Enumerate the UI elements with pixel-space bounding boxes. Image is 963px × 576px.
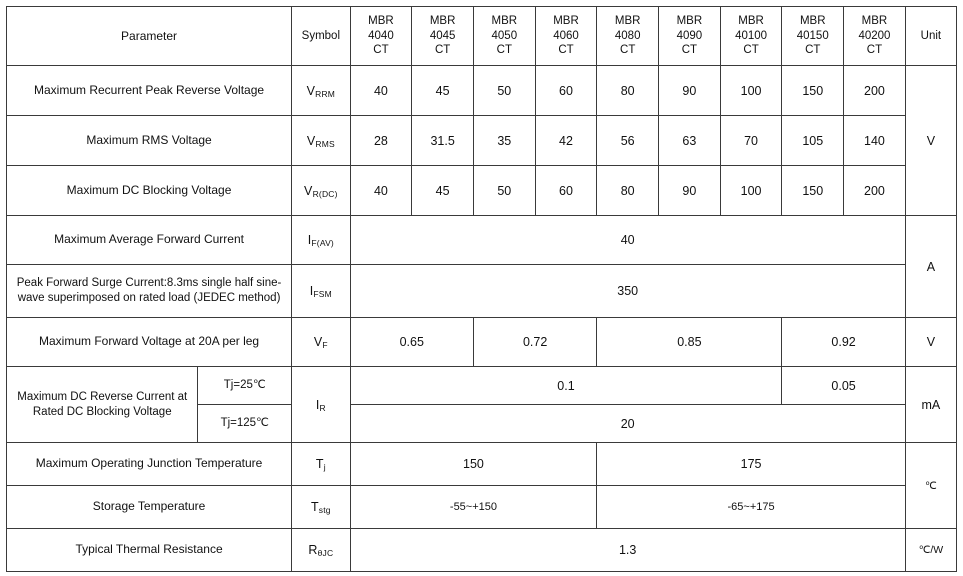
part-line3: CT	[620, 44, 636, 57]
cell-ir25-group2: 0.05	[782, 367, 905, 405]
part-line1: MBR	[429, 15, 456, 28]
cell-vrdc-4040: 40	[350, 166, 412, 216]
symbol-base: T	[315, 457, 324, 471]
cell-vrms-4090: 63	[659, 116, 721, 166]
part-line2: 4050	[491, 29, 518, 42]
table-row-tstg	[7, 486, 957, 529]
row-label-vrrm: Maximum Recurrent Peak Reverse Voltage	[7, 66, 292, 116]
symbol-sub: RRM	[315, 88, 336, 99]
part-line3: CT	[681, 44, 698, 57]
symbol-sub: j	[323, 462, 326, 472]
row-symbol-vrdc	[292, 166, 351, 216]
table-row-tj	[7, 443, 957, 486]
table-row-vrrm	[7, 66, 957, 116]
row-label-tstg: Storage Temperature	[7, 486, 292, 529]
part-line2: 40150	[796, 29, 829, 42]
symbol-base: T	[310, 500, 319, 514]
row-label-tj: Maximum Operating Junction Temperature	[7, 443, 292, 486]
row-symbol-ifav	[292, 216, 351, 265]
row-symbol-ir	[292, 367, 351, 443]
table-row-ir-25c	[7, 367, 957, 405]
cell-ir25-group1: 0.1	[350, 367, 782, 405]
cell-vf-group2: 0.72	[473, 318, 596, 367]
symbol-sub: θJC	[317, 548, 334, 558]
symbol-base: V	[313, 335, 323, 349]
cell-vrdc-40100: 100	[720, 166, 782, 216]
cell-vrms-4060: 42	[535, 116, 597, 166]
cell-tstg-group2: -65~+175	[597, 486, 905, 529]
cell-vrdc-4090: 90	[659, 166, 721, 216]
part-line1: MBR	[368, 15, 394, 28]
part-line3: CT	[496, 44, 512, 57]
cell-vrdc-4060: 60	[535, 166, 597, 216]
cell-vrms-40200: 140	[844, 116, 906, 166]
cell-vrrm-4045: 45	[412, 66, 474, 116]
table-row-vf	[7, 318, 957, 367]
part-line1: MBR	[861, 15, 888, 28]
part-line2: 4040	[368, 29, 394, 42]
symbol-base: R	[308, 543, 318, 557]
row-symbol-vrms	[292, 116, 351, 166]
symbol-base: I	[307, 233, 312, 247]
cell-tj-group1: 150	[350, 443, 597, 486]
cell-vrms-4080: 56	[597, 116, 659, 166]
unit-reverse-current: mA	[905, 367, 956, 443]
unit-temperature: ℃	[905, 443, 956, 529]
cell-vrdc-4045: 45	[412, 166, 474, 216]
cell-vf-group3: 0.85	[597, 318, 782, 367]
symbol-sub: RMS	[315, 138, 335, 149]
row-label-vrdc: Maximum DC Blocking Voltage	[7, 166, 292, 216]
table-row-ifav	[7, 216, 957, 265]
header-part-mbr40200ct	[844, 7, 906, 66]
cell-vrdc-40200: 200	[844, 166, 906, 216]
row-label-rthjc: Typical Thermal Resistance	[7, 529, 292, 572]
table-row-vrdc	[7, 166, 957, 216]
part-line2: 4080	[614, 29, 641, 42]
cell-vf-group4: 0.92	[782, 318, 905, 367]
cell-ir125-all: 20	[350, 405, 905, 443]
header-part-mbr4050ct	[473, 7, 535, 66]
part-line1: MBR	[553, 15, 579, 28]
cell-vrrm-4090: 90	[659, 66, 721, 116]
table-row-vrms	[7, 116, 957, 166]
header-symbol: Symbol	[292, 7, 351, 66]
row-symbol-tstg	[292, 486, 351, 529]
part-line3: CT	[805, 44, 821, 57]
datasheet-table-page	[0, 6, 963, 576]
cell-vrrm-40100: 100	[720, 66, 782, 116]
table-row-rthjc	[7, 529, 957, 572]
symbol-base: I	[309, 284, 314, 298]
row-label-ifav: Maximum Average Forward Current	[7, 216, 292, 265]
cell-vrrm-4080: 80	[597, 66, 659, 116]
header-part-mbr40150ct	[782, 7, 844, 66]
part-line2: 4045	[429, 29, 456, 42]
unit-thermal-resistance: ℃/W	[905, 529, 956, 572]
row-condition-tj125: Tj=125℃	[198, 405, 292, 443]
header-part-mbr4090ct	[659, 7, 721, 66]
cell-vrrm-40150: 150	[782, 66, 844, 116]
part-line3: CT	[558, 44, 574, 57]
part-line3: CT	[743, 44, 759, 57]
cell-vrdc-40150: 150	[782, 166, 844, 216]
part-line3: CT	[434, 44, 451, 57]
row-symbol-tj	[292, 443, 351, 486]
part-line3: CT	[373, 44, 389, 57]
cell-ifav-all: 40	[350, 216, 905, 265]
unit-forward-voltage: V	[905, 318, 956, 367]
symbol-sub: FSM	[313, 289, 332, 299]
symbol-base: V	[306, 133, 316, 148]
table-row-ifsm	[7, 265, 957, 318]
cell-tj-group2: 175	[597, 443, 905, 486]
cell-vrrm-4060: 60	[535, 66, 597, 116]
symbol-base: V	[306, 83, 316, 98]
electrical-characteristics-table	[6, 6, 957, 572]
header-part-mbr4060ct	[535, 7, 597, 66]
cell-vrdc-4050: 50	[473, 166, 535, 216]
part-line1: MBR	[676, 15, 703, 28]
row-symbol-ifsm	[292, 265, 351, 318]
symbol-sub: F(AV)	[311, 238, 334, 248]
header-part-mbr4080ct	[597, 7, 659, 66]
cell-vrms-40100: 70	[720, 116, 782, 166]
cell-ifsm-all: 350	[350, 265, 905, 318]
header-unit: Unit	[905, 7, 956, 66]
cell-vrrm-4040: 40	[350, 66, 412, 116]
cell-vrrm-40200: 200	[844, 66, 906, 116]
symbol-sub: F	[322, 340, 328, 350]
symbol-base: I	[315, 397, 320, 412]
unit-voltage: V	[905, 66, 956, 216]
symbol-sub: R(DC)	[312, 188, 338, 199]
row-label-vrms: Maximum RMS Voltage	[7, 116, 292, 166]
row-label-ir: Maximum DC Reverse Current at Rated DC Blocking Voltage	[7, 367, 198, 443]
cell-vrdc-4080: 80	[597, 166, 659, 216]
cell-vrrm-4050: 50	[473, 66, 535, 116]
symbol-base: V	[304, 183, 313, 198]
cell-vrms-4040: 28	[350, 116, 412, 166]
cell-vrms-4045: 31.5	[412, 116, 474, 166]
part-line2: 4060	[553, 29, 579, 42]
header-parameter: Parameter	[7, 7, 292, 66]
symbol-sub: stg	[318, 505, 331, 515]
part-line2: 40100	[735, 29, 768, 42]
cell-vrms-40150: 105	[782, 116, 844, 166]
header-part-mbr4040ct	[350, 7, 412, 66]
part-line2: 40200	[858, 29, 891, 42]
cell-rthjc-all: 1.3	[350, 529, 905, 572]
part-line1: MBR	[614, 15, 641, 28]
cell-vf-group1: 0.65	[350, 318, 473, 367]
row-label-ifsm: Peak Forward Surge Current:8.3ms single half sine-wave superimposed on rated load (JEDEC method)	[7, 265, 292, 318]
unit-current: A	[905, 216, 956, 318]
part-line2: 4090	[676, 29, 703, 42]
part-line1: MBR	[738, 15, 764, 28]
row-symbol-vf	[292, 318, 351, 367]
part-line3: CT	[866, 44, 883, 57]
cell-tstg-group1: -55~+150	[350, 486, 597, 529]
row-condition-tj25: Tj=25℃	[198, 367, 292, 405]
symbol-sub: R	[319, 402, 326, 413]
table-header-row	[7, 7, 957, 66]
row-label-vf: Maximum Forward Voltage at 20A per leg	[7, 318, 292, 367]
row-symbol-rthjc	[292, 529, 351, 572]
header-part-mbr4045ct	[412, 7, 474, 66]
part-line1: MBR	[799, 15, 826, 28]
cell-vrms-4050: 35	[473, 116, 535, 166]
header-part-mbr40100ct	[720, 7, 782, 66]
part-line1: MBR	[491, 15, 518, 28]
row-symbol-vrrm	[292, 66, 351, 116]
